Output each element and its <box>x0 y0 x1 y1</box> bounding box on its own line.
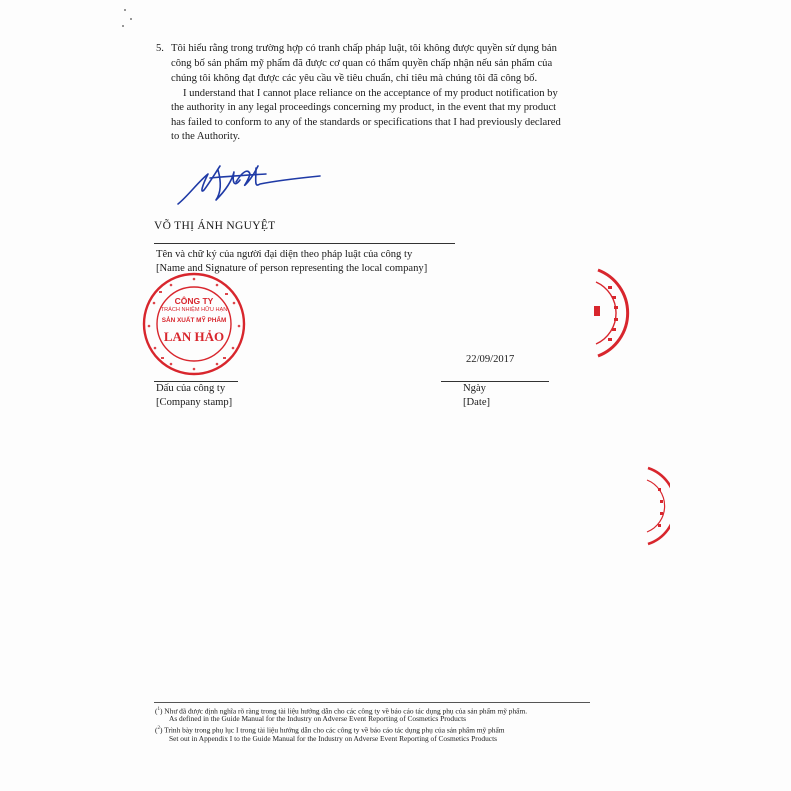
partial-stamp-right-lower <box>646 466 670 546</box>
stamp-line-2: TRÁCH NHIỆM HỮU HẠN <box>160 307 228 313</box>
clause-en-line-1: I understand that I cannot place reliance on the acceptance of my product notification by <box>183 88 558 99</box>
date-label-vi: Ngày <box>463 383 486 394</box>
signature-rule <box>154 243 455 244</box>
clause-number: 5. <box>156 43 164 54</box>
signer-label-vi: Tên và chữ ký của người đại diện theo pháp luật của công ty <box>156 249 413 260</box>
clause-en-line-4: to the Authority. <box>171 131 241 142</box>
signer-name: VÕ THỊ ÁNH NGUYỆT <box>154 220 276 232</box>
footnote-2-mark: 2 <box>157 726 160 731</box>
stamp-name: LAN HẢO <box>163 329 225 344</box>
company-stamp <box>141 271 247 377</box>
company-stamp-label-en: [Company stamp] <box>156 397 233 408</box>
stamp-line-3: SẢN XUẤT MỸ PHẨM <box>161 317 227 324</box>
footnote-1-mark: 1 <box>157 707 160 712</box>
date-value: 22/09/2017 <box>466 354 515 365</box>
footnote-1-vi-text: Như đã được định nghĩa rõ ràng trong tài liệu hướng dẫn cho các công ty về báo cáo tác dụng phụ của sản phẩm mỹ phẩm. <box>164 706 528 716</box>
clause-en-line-3: has failed to conform to any of the standards or specifications that I had previously declared <box>171 117 561 128</box>
clause-vi-line-1: Tôi hiểu rằng trong trường hợp có tranh chấp pháp luật, tôi không được quyền sử dụng bản <box>171 43 557 54</box>
footnote-2-vi-text: Trình bày trong phụ lục I trong tài liệu hướng dẫn cho các công ty về báo cáo tác dụng phụ của sản phẩm mỹ phẩm <box>164 725 505 735</box>
footnote-2-vi: ($^2$) Trình bày trong phụ lục I trong tài liệu hướng dẫn cho các công ty về báo cáo tác dụng phụ của sản phẩm mỹ phẩm <box>155 725 505 735</box>
footnote-2-en: Set out in Appendix I to the Guide Manual for the Industry on Adverse Event Reporting of Cosmetics Products <box>169 734 498 743</box>
date-label-en: [Date] <box>463 397 491 408</box>
signature-graphic <box>170 160 330 210</box>
partial-stamp-right-upper <box>592 266 632 360</box>
company-stamp-label-vi: Dấu của công ty <box>156 383 226 394</box>
clause-vi-line-2: công bố sản phẩm mỹ phẩm đã được cơ quan có thẩm quyền chấp nhận nếu sản phẩm của <box>171 58 553 69</box>
signer-label-en: [Name and Signature of person representing the local company] <box>156 263 428 274</box>
clause-en-line-2: the authority in any legal proceedings concerning my product, in the event that my product <box>171 102 557 113</box>
clause-vi-line-3: chúng tôi không đạt được các yêu cầu về tiêu chuẩn, chỉ tiêu mà chúng tôi đã công bố. <box>171 73 538 84</box>
footnote-1-en: As defined in the Guide Manual for the Industry on Adverse Event Reporting of Cosmetics Products <box>169 714 467 723</box>
footnote-rule <box>154 702 590 703</box>
stamp-line-1: CÔNG TY <box>174 296 214 306</box>
date-rule <box>441 381 549 382</box>
footnote-1-vi: ($^1$) Như đã được định nghĩa rõ ràng trong tài liệu hướng dẫn cho các công ty về báo cáo tác dụng phụ của sản phẩm mỹ phẩm. <box>155 706 528 716</box>
